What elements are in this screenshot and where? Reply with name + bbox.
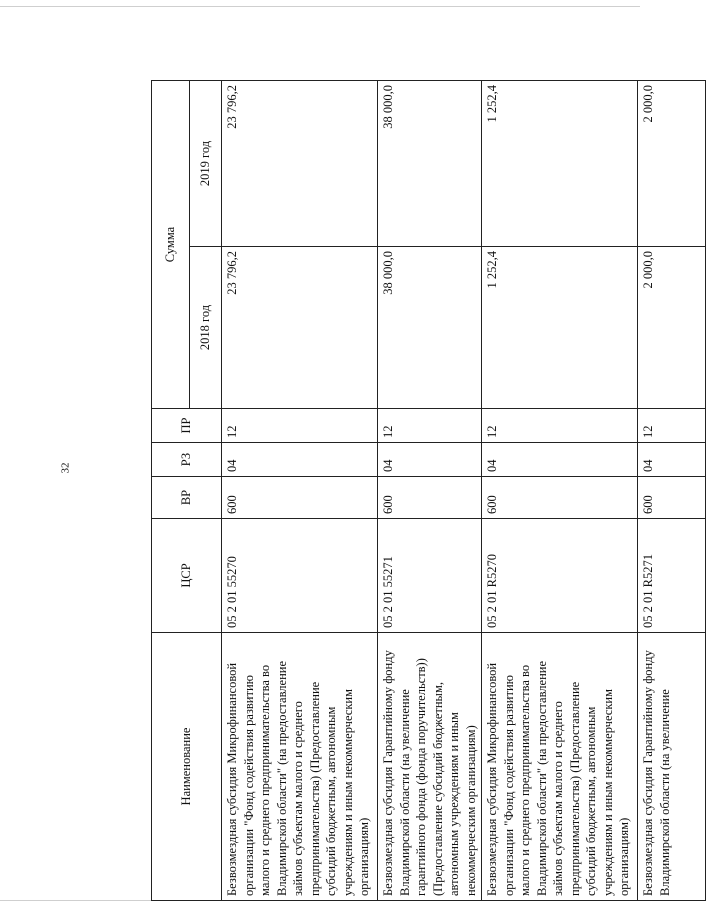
row-vr: 600 <box>378 477 482 519</box>
row-sum-2018: 2 000,0 <box>638 247 706 409</box>
row-pr: 12 <box>482 409 638 443</box>
row-name: Безвозмездная субсидия Гарантийному фонду Владимирской области (на увеличение гарантийного фонда (фонда поручительств)) (Предоставление субсидий бюджетным, автономным учреждениям и иным некоммерческим организациям) <box>378 633 482 901</box>
row-name: Безвозмездная субсидия Микрофинансовой организации "Фонд содействия развитию малого и среднего предпринимательства во Владимирской области" (на предоставление займов субъектам малого и среднего предпринимательства) (Предоставление субсидий бюджетным, автономным учреждениям и иным некоммерческим организациям) <box>222 633 378 901</box>
budget-table <box>151 80 706 901</box>
header-year-2019: 2019 год <box>190 81 222 247</box>
row-pr: 12 <box>378 409 482 443</box>
header-rz: РЗ <box>152 443 222 477</box>
header-vr: ВР <box>152 477 222 519</box>
row-sum-2019: 23 796,2 <box>222 81 378 247</box>
table-row <box>482 81 638 901</box>
page-number: 32 <box>59 462 72 474</box>
header-csr: ЦСР <box>152 519 222 633</box>
header-year-2018: 2018 год <box>190 247 222 409</box>
table-row <box>222 81 378 901</box>
row-csr: 05 2 01 R5270 <box>482 519 638 633</box>
row-csr: 05 2 01 55270 <box>222 519 378 633</box>
header-sum: Сумма <box>152 81 190 409</box>
row-sum-2019: 1 252,4 <box>482 81 638 247</box>
row-name: Безвозмездная субсидия Микрофинансовой организации "Фонд содействия развитию малого и среднего предпринимательства во Владимирской области" (на предоставление займов субъектам малого и среднего предпринимательства) (Предоставление субсидий бюджетным, автономным учреждениям и иным некоммерческим организациям) <box>482 633 638 901</box>
row-csr: 05 2 01 R5271 <box>638 519 706 633</box>
table-row <box>638 81 706 901</box>
row-vr: 600 <box>482 477 638 519</box>
row-sum-2019: 2 000,0 <box>638 81 706 247</box>
rotated-table-wrapper <box>151 81 672 901</box>
row-sum-2018: 38 000,0 <box>378 247 482 409</box>
row-vr: 600 <box>222 477 378 519</box>
row-vr: 600 <box>638 477 706 519</box>
row-rz: 04 <box>638 443 706 477</box>
row-sum-2018: 1 252,4 <box>482 247 638 409</box>
row-name: Безвозмездная субсидия Гарантийному фонду Владимирской области (на увеличение <box>638 633 706 901</box>
header-pr: ПР <box>152 409 222 443</box>
row-rz: 04 <box>482 443 638 477</box>
row-pr: 12 <box>222 409 378 443</box>
row-csr: 05 2 01 55271 <box>378 519 482 633</box>
header-name: Наименование <box>152 633 222 901</box>
row-sum-2019: 38 000,0 <box>378 81 482 247</box>
scan-edge-top <box>0 6 640 7</box>
row-pr: 12 <box>638 409 706 443</box>
row-sum-2018: 23 796,2 <box>222 247 378 409</box>
table-row <box>378 81 482 901</box>
row-rz: 04 <box>222 443 378 477</box>
row-rz: 04 <box>378 443 482 477</box>
